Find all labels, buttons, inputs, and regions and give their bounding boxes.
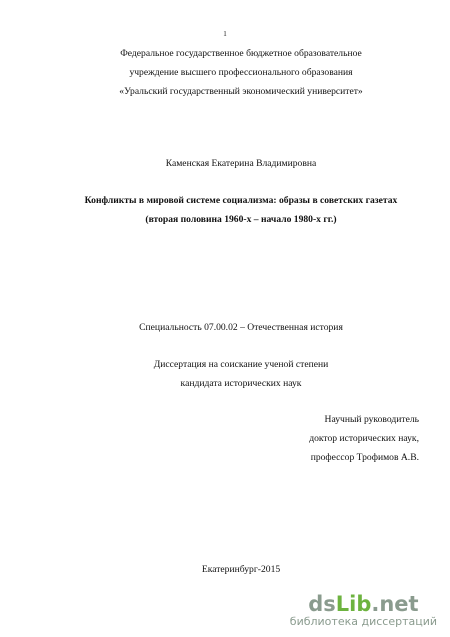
specialty-text: Специальность 07.00.02 – Отечественная история bbox=[139, 322, 343, 333]
watermark-subtitle: библиотека диссертаций bbox=[289, 615, 437, 628]
advisor-line: Научный руководитель bbox=[324, 414, 419, 425]
author-name bbox=[0, 154, 450, 173]
degree-line: кандидата исторических наук bbox=[180, 378, 302, 389]
dslib-logo bbox=[290, 593, 437, 615]
institution-line: «Уральский государственный экономический университет» bbox=[119, 86, 363, 97]
advisor-block bbox=[309, 410, 419, 467]
institution-block bbox=[0, 44, 450, 101]
advisor-line: доктор исторических наук, bbox=[309, 433, 419, 444]
logo-net: .net bbox=[371, 592, 419, 616]
dslib-watermark[interactable] bbox=[290, 593, 437, 628]
specialty bbox=[0, 318, 450, 337]
logo-ds: ds bbox=[308, 592, 336, 616]
degree-line: Диссертация на соискание ученой степени bbox=[153, 359, 329, 370]
institution-line: Федеральное государственное бюджетное образовательное bbox=[120, 48, 362, 59]
city-year-text: Екатеринбург-2015 bbox=[201, 564, 281, 575]
title-line: (вторая половина 1960-х – начало 1980-х гг.) bbox=[145, 214, 337, 225]
author-name-text: Каменская Екатерина Владимировна bbox=[165, 158, 317, 169]
institution-line: учреждение высшего профессионального образования bbox=[129, 67, 353, 78]
title-line: Конфликты в мировой системе социализма: образы в советских газетах bbox=[84, 195, 398, 206]
dissertation-title bbox=[0, 191, 450, 229]
advisor-line: профессор Трофимов А.В. bbox=[310, 452, 419, 463]
logo-lib: Lib bbox=[335, 592, 372, 616]
page-number: 1 bbox=[223, 30, 227, 38]
degree-block bbox=[0, 355, 450, 393]
city-year bbox=[0, 560, 450, 579]
